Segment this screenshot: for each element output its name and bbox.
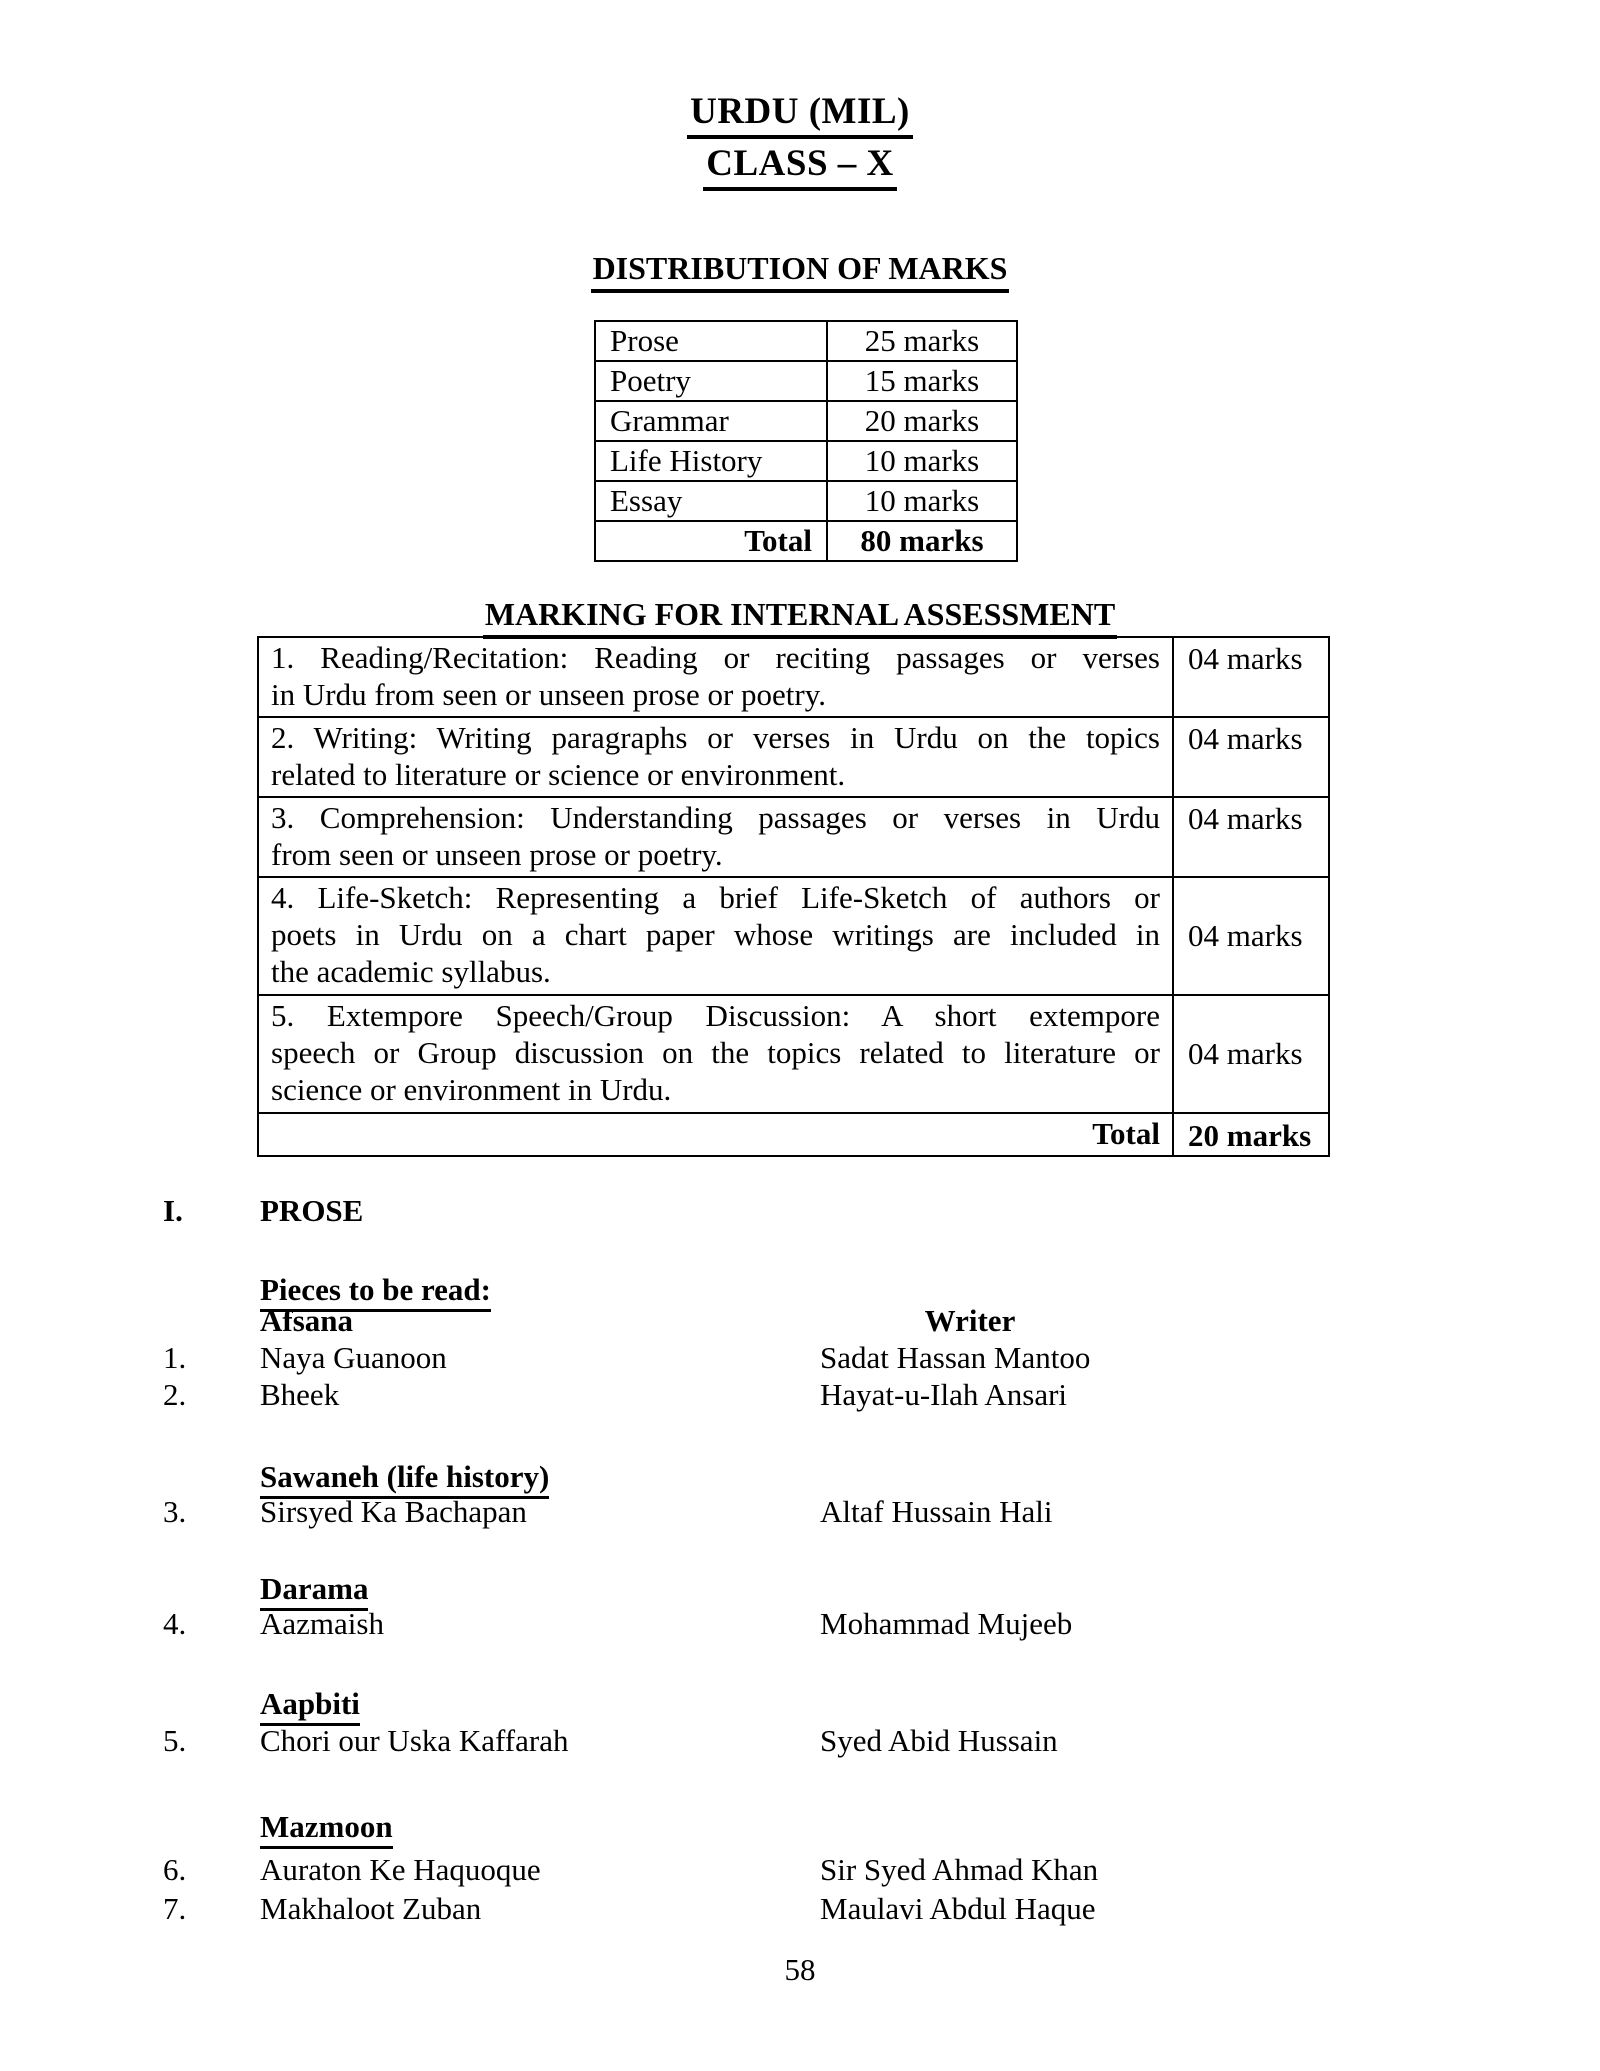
- distribution-subject: Essay: [595, 481, 827, 521]
- assessment-total-marks: 20 marks: [1173, 1113, 1329, 1156]
- assessment-line: in Urdu from seen or unseen prose or poetry.: [271, 677, 826, 712]
- list-item: [0, 1377, 1600, 1417]
- table-row: [258, 995, 1329, 1113]
- distribution-marks: 15 marks: [827, 361, 1017, 401]
- item-number: 4.: [163, 1606, 187, 1641]
- subheading-row-mazmoon: [0, 1809, 1600, 1849]
- item-writer: Altaf Hussain Hali: [820, 1494, 1053, 1529]
- list-item: [0, 1340, 1600, 1380]
- list-item: [0, 1723, 1600, 1763]
- list-item: [0, 1494, 1600, 1534]
- item-number: 3.: [163, 1494, 187, 1529]
- assessment-description: [258, 717, 1173, 797]
- subheading-row-darama: [0, 1571, 1600, 1611]
- item-writer: Sadat Hassan Mantoo: [820, 1340, 1091, 1375]
- aapbiti-heading: Aapbiti: [260, 1686, 360, 1726]
- table-total-row: [258, 1113, 1329, 1156]
- assessment-description: [258, 797, 1173, 877]
- assessment-line: 2. Writing: Writing paragraphs or verses in Urdu on the topics: [271, 720, 1160, 755]
- mazmoon-heading: Mazmoon: [260, 1809, 393, 1849]
- assessment-heading-text: MARKING FOR INTERNAL ASSESSMENT: [483, 596, 1117, 639]
- assessment-marks: 04 marks: [1173, 877, 1329, 995]
- table-row: [595, 441, 1017, 481]
- distribution-heading: [0, 250, 1600, 293]
- item-title: Auraton Ke Haquoque: [260, 1852, 541, 1887]
- assessment-marks: 04 marks: [1173, 995, 1329, 1113]
- item-title: Chori our Uska Kaffarah: [260, 1723, 569, 1758]
- table-row: [258, 717, 1329, 797]
- column-header-row: [0, 1303, 1600, 1343]
- item-writer: Sir Syed Ahmad Khan: [820, 1852, 1099, 1887]
- table-row: [258, 797, 1329, 877]
- assessment-marks: 04 marks: [1173, 717, 1329, 797]
- assessment-total-label: Total: [258, 1113, 1173, 1156]
- table-row: [595, 481, 1017, 521]
- table-row: [595, 361, 1017, 401]
- assessment-line: speech or Group discussion on the topics related to literature or: [271, 1035, 1160, 1070]
- assessment-marks: 04 marks: [1173, 637, 1329, 717]
- distribution-heading-text: DISTRIBUTION OF MARKS: [591, 250, 1010, 293]
- document-subtitle-text: CLASS – X: [703, 142, 897, 191]
- item-title: Makhaloot Zuban: [260, 1891, 482, 1926]
- item-title: Aazmaish: [260, 1606, 384, 1641]
- item-number: 6.: [163, 1852, 187, 1887]
- document-subtitle: [0, 142, 1600, 191]
- distribution-marks: 10 marks: [827, 481, 1017, 521]
- distribution-marks: 25 marks: [827, 321, 1017, 361]
- list-item: [0, 1891, 1600, 1931]
- assessment-line: 5. Extempore Speech/Group Discussion: A short extempore: [271, 998, 1160, 1033]
- table-row: [595, 401, 1017, 441]
- subheading-row-sawaneh: [0, 1459, 1600, 1499]
- document-title-text: URDU (MIL): [687, 90, 913, 139]
- prose-section-heading-row: [0, 1193, 1600, 1233]
- assessment-line: 3. Comprehension: Understanding passages or verses in Urdu: [271, 800, 1160, 835]
- item-writer: Syed Abid Hussain: [820, 1723, 1058, 1758]
- assessment-description: [258, 877, 1173, 995]
- item-number: 7.: [163, 1891, 187, 1926]
- darama-heading: Darama: [260, 1571, 368, 1611]
- table-row: [595, 321, 1017, 361]
- table-row: [258, 877, 1329, 995]
- section-numeral: I.: [163, 1193, 183, 1228]
- item-writer: Hayat-u-Ilah Ansari: [820, 1377, 1068, 1412]
- subheading-row-aapbiti: [0, 1686, 1600, 1726]
- item-number: 2.: [163, 1377, 187, 1412]
- item-number: 5.: [163, 1723, 187, 1758]
- assessment-line: science or environment in Urdu.: [271, 1072, 672, 1107]
- table-row: [258, 637, 1329, 717]
- item-writer: Maulavi Abdul Haque: [820, 1891, 1096, 1926]
- item-title: Naya Guanoon: [260, 1340, 447, 1375]
- assessment-line: the academic syllabus.: [271, 954, 551, 989]
- assessment-line: poets in Urdu on a chart paper whose writings are included in: [271, 917, 1160, 952]
- assessment-description: [258, 995, 1173, 1113]
- pieces-heading: Pieces to be read:: [260, 1272, 491, 1312]
- distribution-subject: Prose: [595, 321, 827, 361]
- list-item: [0, 1606, 1600, 1646]
- afsana-column-header: Afsana: [260, 1303, 354, 1338]
- distribution-total-label: Total: [595, 521, 827, 561]
- item-title: Bheek: [260, 1377, 340, 1412]
- distribution-marks: 10 marks: [827, 441, 1017, 481]
- distribution-subject: Grammar: [595, 401, 827, 441]
- writer-column-header: Writer: [924, 1303, 1016, 1338]
- page-number: 58: [784, 1952, 816, 1987]
- assessment-line: from seen or unseen prose or poetry.: [271, 837, 723, 872]
- item-title: Sirsyed Ka Bachapan: [260, 1494, 527, 1529]
- list-item: [0, 1852, 1600, 1892]
- assessment-description: [258, 637, 1173, 717]
- assessment-line: 4. Life-Sketch: Representing a brief Life-Sketch of authors or: [271, 880, 1160, 915]
- distribution-table: [594, 320, 1018, 562]
- document-title: [0, 90, 1600, 139]
- distribution-subject: Poetry: [595, 361, 827, 401]
- assessment-line: 1. Reading/Recitation: Reading or reciting passages or verses: [271, 640, 1160, 675]
- item-writer: Mohammad Mujeeb: [820, 1606, 1073, 1641]
- distribution-total-marks: 80 marks: [827, 521, 1017, 561]
- sawaneh-heading: Sawaneh (life history): [260, 1459, 549, 1499]
- distribution-marks: 20 marks: [827, 401, 1017, 441]
- item-number: 1.: [163, 1340, 187, 1375]
- assessment-marks: 04 marks: [1173, 797, 1329, 877]
- assessment-line: related to literature or science or environment.: [271, 757, 846, 792]
- table-total-row: [595, 521, 1017, 561]
- assessment-table: [257, 636, 1330, 1157]
- section-title: PROSE: [260, 1193, 364, 1228]
- distribution-subject: Life History: [595, 441, 827, 481]
- assessment-heading: [0, 596, 1600, 639]
